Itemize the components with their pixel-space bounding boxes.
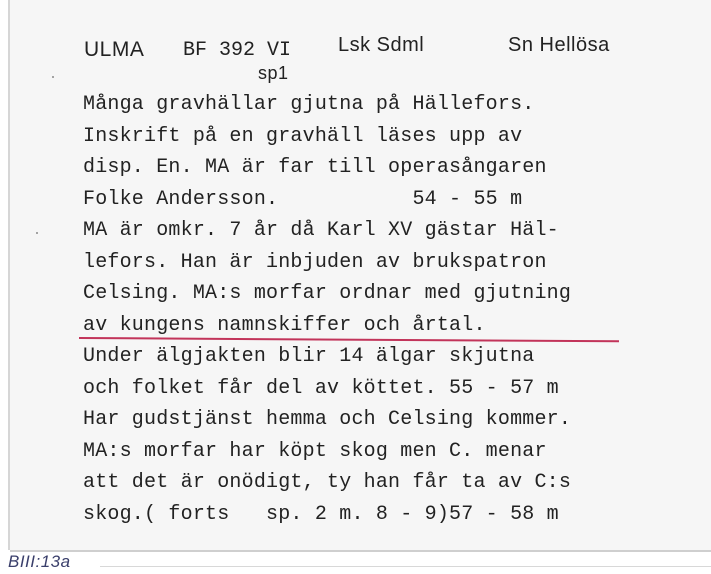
card-text-line: MA:s morfar har köpt skog men C. menar (83, 439, 547, 463)
card-archive-code: BF 392 VI (183, 39, 292, 62)
card-text-line: och folket får del av köttet. 55 - 57 m (83, 376, 559, 400)
card-text-line-underlined: Under älgjakten blir 14 älgar skjutna (83, 345, 535, 368)
card-title-name: ULMA (84, 38, 145, 61)
card-text-line: MA är omkr. 7 år då Karl XV gästar Häl- (83, 219, 559, 242)
card-body-text (83, 89, 683, 530)
paper-speck (36, 232, 38, 234)
card-text-line: Inskrift på en gravhäll läses upp av (83, 124, 523, 148)
card-text-line: att det är onödigt, ty han får ta av C:s (83, 471, 572, 494)
card-text-line: Folke Andersson. 54 - 55 m (83, 187, 523, 211)
archive-label: BIII:13a (8, 552, 71, 571)
card-page-number: sp1 (258, 63, 289, 83)
card-text-line: av kungens namnskiffer och årtal. (83, 313, 486, 337)
card-text-line: lefors. Han är inbjuden av brukspatron (83, 250, 547, 274)
card-text-line: Många gravhällar gjutna på Hällefors. (83, 93, 535, 116)
paper-speck (52, 76, 54, 78)
card-text-line: Har gudstjänst hemma och Celsing kommer. (83, 408, 572, 431)
footer-divider (100, 566, 711, 567)
card-text-line: Celsing. MA:s morfar ordnar med gjutning (83, 282, 572, 305)
card-text-line: disp. En. MA är far till operasångaren (83, 156, 547, 179)
card-parish: Sn Hellösa (508, 34, 610, 56)
card-region: Lsk Sdml (338, 34, 425, 56)
card-text-line: skog.( forts sp. 2 m. 8 - 9)57 - 58 m (83, 502, 559, 526)
